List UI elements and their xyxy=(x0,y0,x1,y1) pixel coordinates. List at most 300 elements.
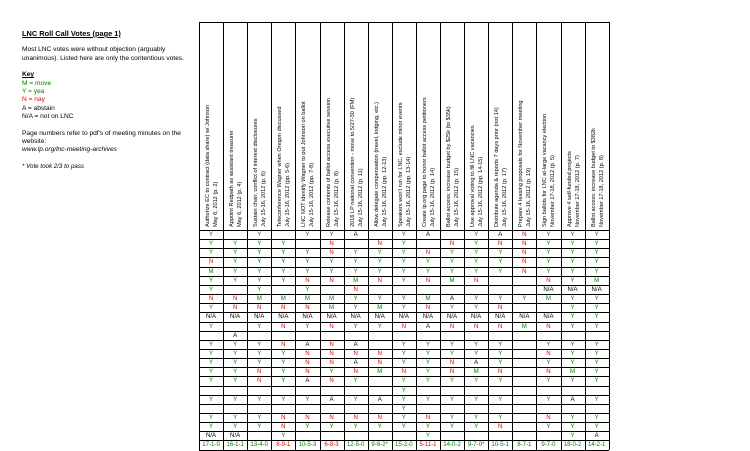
final-vote-tally: 16-1-1 xyxy=(226,441,244,449)
vote-cell: M xyxy=(377,304,383,312)
vote-cell: Y xyxy=(257,240,262,248)
vote-cell: Y xyxy=(570,423,575,431)
vote-cell: N xyxy=(401,322,407,330)
vote-cell: N/A xyxy=(254,313,265,321)
vote-cell: A xyxy=(450,295,455,303)
vote-cell: Y xyxy=(570,304,575,312)
vote-cell: N/A xyxy=(567,285,578,293)
vote-cell: Y xyxy=(281,349,286,357)
vote-cell xyxy=(223,285,247,294)
motion-header xyxy=(344,22,368,230)
vote-cell: Y xyxy=(425,359,430,367)
vote-cell xyxy=(536,431,560,440)
vote-cell: Y xyxy=(377,295,382,303)
vote-cell: Y xyxy=(594,368,599,376)
vote-cell: A xyxy=(305,340,310,348)
vote-cell xyxy=(585,386,609,395)
vote-cell: Y xyxy=(546,377,551,385)
vote-cell: Y xyxy=(281,276,286,284)
vote-cell: Y xyxy=(474,231,479,238)
motion-date: July 15-16, 2012 (pp. 12-13) xyxy=(381,156,388,227)
column-divider xyxy=(199,230,200,450)
final-vote-tally: 18-0-2 xyxy=(563,441,582,449)
vote-cell xyxy=(440,285,464,294)
vote-cell: Y xyxy=(401,231,406,238)
vote-cell: N/A xyxy=(230,432,241,440)
vote-cell: Y xyxy=(450,414,455,421)
vote-cell: Y xyxy=(425,258,430,266)
vote-cell: Y xyxy=(305,285,310,293)
vote-cell: N xyxy=(473,276,479,284)
key-heading: Key xyxy=(22,71,35,79)
vote-cell xyxy=(488,285,512,294)
vote-cell: Y xyxy=(209,368,214,376)
vote-cell: Y xyxy=(401,267,406,275)
final-vote-tally: 17-1-0 xyxy=(202,441,220,449)
motion-header xyxy=(392,22,416,230)
motion-date: July 15-16, 2012 (p. 14) xyxy=(429,167,436,227)
vote-cell: M xyxy=(329,304,335,312)
vote-cell: N/A xyxy=(398,313,409,321)
motion-date: July 15-16, 2012 (pp. 5-6) xyxy=(285,162,292,227)
vote-cell: Y xyxy=(425,432,430,440)
vote-cell: Y xyxy=(594,377,599,385)
vote-cell: N xyxy=(425,304,431,312)
vote-cell: Y xyxy=(233,267,238,275)
vote-cell: Y xyxy=(401,295,406,303)
vote-cell: Y xyxy=(233,258,238,266)
vote-cell: Y xyxy=(450,423,455,431)
vote-cell: Y xyxy=(474,258,479,266)
vote-cell: Y xyxy=(474,295,479,303)
vote-cell: N xyxy=(305,414,310,421)
vote-cell: N xyxy=(449,240,455,248)
vote-cell xyxy=(512,340,536,349)
vote-cell: Y xyxy=(233,395,238,403)
final-vote-tally: 9-6-2* xyxy=(371,441,389,449)
vote-cell: N xyxy=(257,377,262,385)
vote-cell: Y xyxy=(570,267,575,275)
row-divider xyxy=(199,404,609,405)
page-title: LNC Roll Call Votes (page 1) xyxy=(22,29,121,38)
vote-cell: M xyxy=(353,276,359,284)
vote-cell: Y xyxy=(377,423,382,431)
vote-cell: M xyxy=(280,295,286,303)
vote-cell: N xyxy=(546,368,551,376)
vote-cell: Y xyxy=(281,368,286,376)
vote-cell: N xyxy=(401,368,407,376)
vote-cell xyxy=(585,404,609,413)
vote-cell: M xyxy=(594,276,600,284)
final-vote-tally: 10-5-3 xyxy=(298,441,317,449)
vote-cell: N xyxy=(522,267,527,275)
vote-cell xyxy=(512,422,536,431)
motion-date: May 6, 2012 (p. 2) xyxy=(213,181,219,227)
vote-cell: N xyxy=(498,368,503,376)
vote-cell: Y xyxy=(570,249,575,257)
vote-cell xyxy=(585,331,609,340)
vote-cell: Y xyxy=(401,377,406,385)
motion-title: LNC NOT identify Wagner to put Johnson on ballot xyxy=(301,101,308,227)
vote-cell: Y xyxy=(257,395,262,403)
vote-cell: Y xyxy=(498,249,503,257)
vote-cell: N xyxy=(546,349,551,357)
vote-cell: Y xyxy=(257,249,262,257)
vote-cell: Y xyxy=(570,276,575,284)
row-divider xyxy=(199,431,609,432)
vote-cell xyxy=(488,276,512,285)
vote-cell xyxy=(416,386,440,395)
vote-cell xyxy=(512,404,536,413)
motion-title: Sign ballots for LNC at-large vacancy election xyxy=(542,113,549,227)
vote-cell: Y xyxy=(570,359,575,367)
row-divider xyxy=(199,331,609,332)
vote-cell: N xyxy=(281,414,286,421)
motion-date: July 15-16, 2012 (p. 11) xyxy=(357,168,364,227)
motion-date: July 15-16, 2012 (pp. 14-15) xyxy=(478,156,485,227)
vote-cell: N/A xyxy=(446,313,458,321)
vote-cell xyxy=(320,331,344,340)
vote-cell: Y xyxy=(474,423,479,431)
vote-cell: N/A xyxy=(543,313,554,321)
vote-cell xyxy=(368,376,392,385)
vote-cell xyxy=(392,285,416,294)
vote-cell: N xyxy=(449,359,455,367)
vote-cell: Y xyxy=(209,349,214,357)
vote-cell xyxy=(344,404,368,413)
vote-cell: M xyxy=(545,295,551,303)
intro-text: Most LNC votes were without objection (arguably unanimous). Listed here are only the contentious votes. xyxy=(22,46,185,62)
column-divider xyxy=(247,230,248,450)
vote-cell: Y xyxy=(425,267,430,275)
key-move: M = move xyxy=(22,79,52,87)
vote-cell: Y xyxy=(594,359,599,367)
vote-cell: N xyxy=(546,322,551,330)
column-divider xyxy=(320,230,321,450)
vote-cell: Y xyxy=(450,258,455,266)
key-na: N/A = not on LNC xyxy=(22,113,74,121)
vote-cell xyxy=(271,285,295,294)
vote-cell: Y xyxy=(209,340,214,348)
vote-cell: N xyxy=(353,285,358,293)
vote-cell xyxy=(320,285,344,294)
vote-cell: Y xyxy=(498,395,503,403)
motion-header xyxy=(561,22,585,230)
vote-cell xyxy=(416,404,440,413)
header-top-border xyxy=(199,22,609,23)
vote-cell: Y xyxy=(209,414,214,421)
vote-cell: Y xyxy=(474,349,479,357)
vote-cell xyxy=(512,395,536,404)
vote-cell: Y xyxy=(594,395,599,403)
row-divider xyxy=(199,322,609,323)
vote-cell: Y xyxy=(425,340,430,348)
vote-cell: N/A xyxy=(302,313,313,321)
vote-cell: N xyxy=(305,349,310,357)
vote-cell: M xyxy=(570,368,576,376)
vote-cell: Y xyxy=(353,322,358,330)
column-divider xyxy=(488,230,489,450)
vote-cell: Y xyxy=(594,295,599,303)
vote-cell: Y xyxy=(594,267,599,275)
vote-cell: Y xyxy=(570,349,575,357)
motion-title: Allow delegate compensation (travel, lodging, etc.) xyxy=(373,102,380,227)
final-vote-tally: 8-9-1 xyxy=(276,441,291,449)
vote-cell: Y xyxy=(257,276,262,284)
vote-cell: Y xyxy=(305,258,310,266)
vote-cell: Y xyxy=(209,395,214,403)
vote-cell: A xyxy=(594,432,599,440)
vote-cell: M xyxy=(425,295,431,303)
final-vote-tally: 14-0-2 xyxy=(443,441,461,449)
vote-cell xyxy=(464,331,488,340)
vote-cell: Y xyxy=(377,258,382,266)
vote-cell: Y xyxy=(594,414,599,421)
vote-cell: N xyxy=(329,240,334,248)
column-divider xyxy=(344,230,345,450)
vote-cell: Y xyxy=(546,240,551,248)
motion-title: Ballot access: increase budget by $25k (to $35k) xyxy=(446,106,452,227)
vote-cell: Y xyxy=(305,267,310,275)
vote-cell: A xyxy=(425,322,430,330)
vote-cell xyxy=(512,303,536,312)
column-divider xyxy=(561,230,562,450)
vote-cell: A xyxy=(353,231,358,238)
vote-cell: N xyxy=(329,340,334,348)
vote-cell xyxy=(320,404,344,413)
vote-cell: M xyxy=(304,295,310,303)
vote-cell: M xyxy=(377,368,383,376)
vote-cell: Y xyxy=(498,414,503,421)
vote-cell: Y xyxy=(450,349,455,357)
vote-cell xyxy=(368,230,392,239)
final-vote-tally: 8-7-1 xyxy=(517,441,532,449)
vote-cell: Y xyxy=(257,322,262,330)
vote-cell: Y xyxy=(498,377,503,385)
vote-cell: N xyxy=(257,304,262,312)
vote-cell: Y xyxy=(329,258,334,266)
vote-cell xyxy=(344,331,368,340)
vote-cell: M xyxy=(329,295,335,303)
vote-cell: Y xyxy=(353,377,358,385)
row-divider xyxy=(199,230,609,231)
vote-cell: Y xyxy=(401,404,406,412)
vote-cell: M xyxy=(521,322,527,330)
vote-cell: N xyxy=(498,304,503,312)
vote-cell: N xyxy=(329,359,334,367)
vote-cell: A xyxy=(353,359,358,367)
vote-cell: Y xyxy=(305,249,310,257)
vote-cell: Y xyxy=(474,304,479,312)
motion-title: Ballot access: increase budget to $382k xyxy=(590,128,597,227)
motion-date: July 15-16, 2012 (p. 8) xyxy=(333,171,340,227)
vote-cell: A xyxy=(329,395,334,403)
vote-cell: A xyxy=(498,231,503,238)
motion-date: July 15-16, 2012 (p. 19) xyxy=(526,167,533,227)
vote-cell xyxy=(223,386,247,395)
vote-cell: Y xyxy=(546,249,551,257)
vote-cell xyxy=(512,285,536,294)
motion-title: Distribute agenda & reports 7 days prior (not 14) xyxy=(494,107,501,227)
vote-cell: N xyxy=(305,368,310,376)
vote-cell: Y xyxy=(401,304,406,312)
motion-header xyxy=(416,22,440,230)
vote-cell xyxy=(223,404,247,413)
vote-cell: Y xyxy=(209,285,214,293)
vote-cell: A xyxy=(233,331,238,339)
vote-cell xyxy=(416,285,440,294)
vote-cell: N/A xyxy=(591,285,602,293)
row-divider xyxy=(199,285,609,286)
vote-cell: Y xyxy=(233,359,238,367)
column-divider xyxy=(223,230,224,450)
vote-cell: Y xyxy=(450,377,455,385)
vote-cell: Y xyxy=(594,313,599,321)
vote-cell: Y xyxy=(425,423,430,431)
vote-cell: N xyxy=(305,276,310,284)
vote-cell: Y xyxy=(257,423,262,431)
final-vote-tally: 14-2-1 xyxy=(587,441,606,449)
vote-cell xyxy=(368,431,392,440)
vote-cell xyxy=(440,431,464,440)
key-yea: Y = yea xyxy=(22,88,45,96)
row-divider xyxy=(199,276,609,277)
vote-cell: N xyxy=(329,322,334,330)
vote-cell: Y xyxy=(498,258,503,266)
vote-cell: A xyxy=(305,377,310,385)
vote-cell: N xyxy=(281,423,286,431)
vote-cell: Y xyxy=(233,276,238,284)
vote-cell xyxy=(392,331,416,340)
vote-cell: A xyxy=(474,359,479,367)
column-divider xyxy=(464,230,465,450)
vote-cell xyxy=(247,404,271,413)
vote-cell: Y xyxy=(546,267,551,275)
vote-cell xyxy=(368,386,392,395)
vote-cell: Y xyxy=(594,249,599,257)
vote-cell: Y xyxy=(425,395,430,403)
vote-cell: N/A xyxy=(205,432,217,440)
vote-cell: Y xyxy=(305,231,310,238)
vote-cell: Y xyxy=(570,240,575,248)
vote-cell: Y xyxy=(401,423,406,431)
motion-date: July 15-16, 2012 (pp. 7-8) xyxy=(309,162,316,227)
vote-cell: Y xyxy=(546,258,551,266)
vote-cell: Y xyxy=(281,432,286,440)
vote-cell: N xyxy=(449,322,455,330)
vote-cell xyxy=(295,431,319,440)
vote-cell: Y xyxy=(209,276,214,284)
final-vote-tally: 9-7-0* xyxy=(467,441,485,449)
vote-cell: Y xyxy=(498,295,503,303)
vote-cell: N xyxy=(377,240,382,248)
vote-cell: N xyxy=(498,240,503,248)
website-link[interactable]: www.lp.org/lnc-meeting-archives xyxy=(22,146,117,154)
motion-header xyxy=(199,22,223,230)
vote-cell: Y xyxy=(594,340,599,348)
vote-cell: N xyxy=(498,322,503,330)
vote-cell: Y xyxy=(257,359,262,367)
vote-cell xyxy=(464,431,488,440)
vote-cell: N xyxy=(425,414,431,421)
vote-cell: Y xyxy=(281,377,286,385)
vote-cell: Y xyxy=(450,340,455,348)
vote-cell: Y xyxy=(233,340,238,348)
vote-cell xyxy=(488,331,512,340)
vote-cell: Y xyxy=(570,322,575,330)
vote-cell: Y xyxy=(353,295,358,303)
vote-cell: Y xyxy=(257,349,262,357)
vote-cell: N xyxy=(232,304,238,312)
vote-cell: Y xyxy=(209,240,214,248)
vote-cell: Y xyxy=(594,231,599,238)
vote-cell xyxy=(440,230,464,239)
vote-cell: N xyxy=(353,349,358,357)
vote-cell xyxy=(488,404,512,413)
vote-cell: Y xyxy=(401,276,406,284)
vote-cell: Y xyxy=(377,322,382,330)
vote-cell xyxy=(199,404,223,413)
vote-cell: M xyxy=(256,295,262,303)
vote-cell: N xyxy=(329,249,334,257)
motion-date: November 17-18, 2012 (p. 5) xyxy=(550,155,557,227)
motion-title: Release contents of ballot access executive session xyxy=(325,97,332,227)
vote-cell: Y xyxy=(546,359,551,367)
final-vote-tally: 10-5-1 xyxy=(491,441,510,449)
vote-cell: N xyxy=(208,295,214,303)
vote-cell: Y xyxy=(281,267,286,275)
motion-header xyxy=(464,22,488,230)
motion-title: Approve 4 self-funded projects xyxy=(566,151,573,227)
motion-title: Speakers won't run for LNC, exclude minor events xyxy=(397,102,404,227)
vote-cell: Y xyxy=(425,349,430,357)
vote-cell xyxy=(271,230,295,239)
final-vote-tally: 15-2-0 xyxy=(395,441,413,449)
vote-cell xyxy=(247,331,271,340)
vote-cell xyxy=(536,303,560,312)
vote-cell: Y xyxy=(329,231,334,238)
vote-cell: Y xyxy=(233,377,238,385)
motion-header xyxy=(440,22,464,230)
vote-cell: Y xyxy=(233,423,238,431)
final-vote-tally: 9-7-0 xyxy=(541,441,556,449)
vote-cell: N/A xyxy=(422,313,434,321)
vote-cell xyxy=(416,239,440,248)
vote-cell: Y xyxy=(425,368,430,376)
motion-date: July 15-16, 2012 (p. 15) xyxy=(454,167,460,227)
vote-cell: N xyxy=(377,359,382,367)
vote-cell: Y xyxy=(281,249,286,257)
vote-cell: Y xyxy=(209,304,214,312)
vote-cell: Y xyxy=(401,240,406,248)
vote-cell xyxy=(512,349,536,358)
motion-date: May 6, 2012 (p. 4) xyxy=(237,181,244,227)
vote-cell xyxy=(295,404,319,413)
motion-title: Authorize EC to contract (data share) w/ Johnson xyxy=(205,104,211,227)
motion-header xyxy=(247,22,271,230)
motion-date: November 17-18, 2012 (p. 7) xyxy=(574,155,581,227)
vote-cell: Y xyxy=(450,249,455,257)
vote-cell: Y xyxy=(594,304,599,312)
motion-header xyxy=(320,22,344,230)
motion-title: Teleconference Wagner when Oregon discussed xyxy=(277,106,284,227)
vote-cell: Y xyxy=(257,231,262,238)
motion-date: November 17-18, 2012 (p. 8) xyxy=(598,155,605,227)
vote-cell: Y xyxy=(570,258,575,266)
vote-cell: Y xyxy=(353,395,358,403)
motion-header xyxy=(295,22,319,230)
vote-cell: N xyxy=(257,368,262,376)
